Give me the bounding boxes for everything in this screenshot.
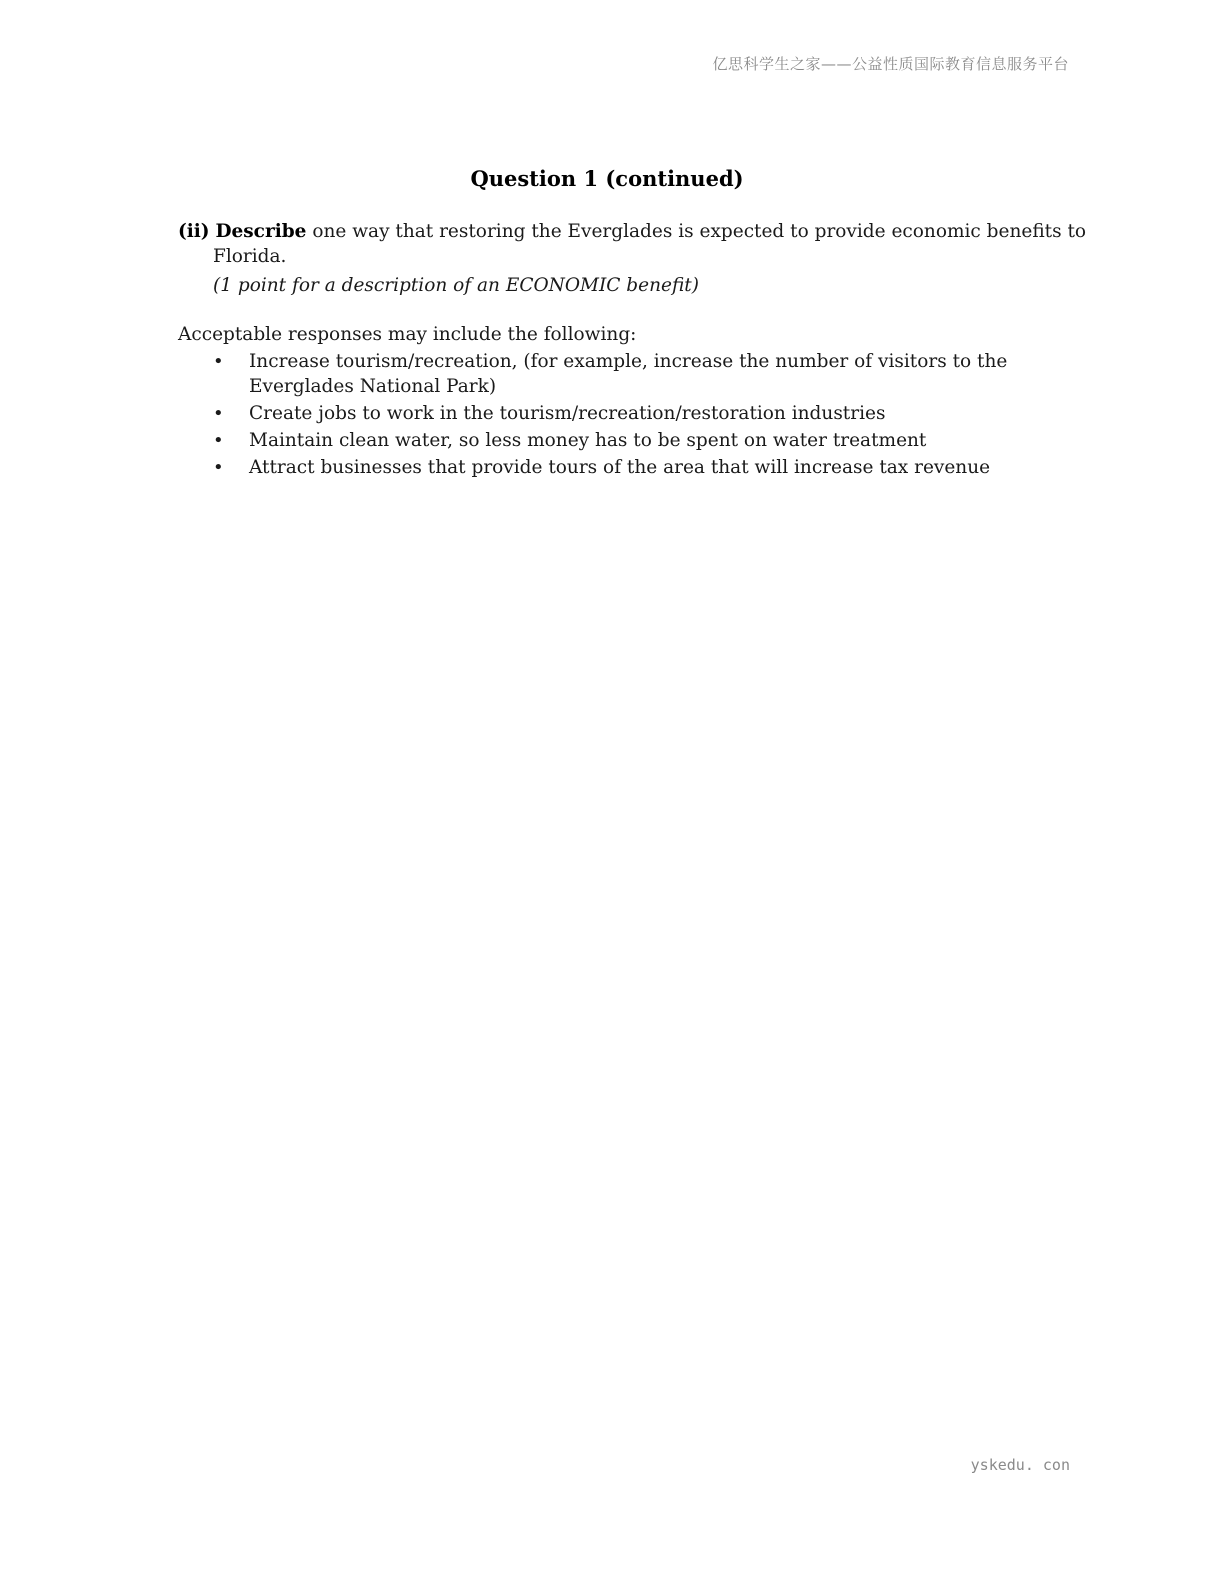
response-list (178, 349, 1113, 480)
acceptable-responses (178, 322, 1113, 482)
list-item (178, 349, 1113, 399)
question-text: one way that restoring the Everglades is expected to provide economic benefits to Florida. (213, 221, 1087, 267)
question-number: (ii) (178, 221, 210, 242)
page-title: Question 1 (continued) (470, 166, 744, 191)
response-text: Create jobs to work in the tourism/recreation/restoration industries (249, 403, 886, 424)
question-verb: Describe (215, 221, 307, 242)
response-text: Maintain clean water, so less money has to be spent on water treatment (249, 430, 927, 451)
question-block (178, 219, 1113, 298)
footer-watermark: yskedu. con (970, 1456, 1070, 1474)
bullet-icon: • (213, 457, 224, 478)
list-item (178, 455, 1113, 480)
bullet-icon: • (213, 403, 224, 424)
response-text: Increase tourism/recreation, (for example, increase the number of visitors to the Everglades National Park) (249, 351, 1008, 397)
response-text: Attract businesses that provide tours of the area that will increase tax revenue (249, 457, 991, 478)
list-item (178, 428, 1113, 453)
list-item (178, 401, 1113, 426)
rubric-note: (1 point for a description of an ECONOMIC benefit) (213, 275, 699, 296)
bullet-icon: • (213, 351, 224, 372)
bullet-icon: • (213, 430, 224, 451)
responses-intro: Acceptable responses may include the following: (178, 324, 637, 345)
question-prompt (178, 219, 1113, 269)
header-watermark: 亿思科学生之家——公益性质国际教育信息服务平台 (712, 55, 1069, 73)
